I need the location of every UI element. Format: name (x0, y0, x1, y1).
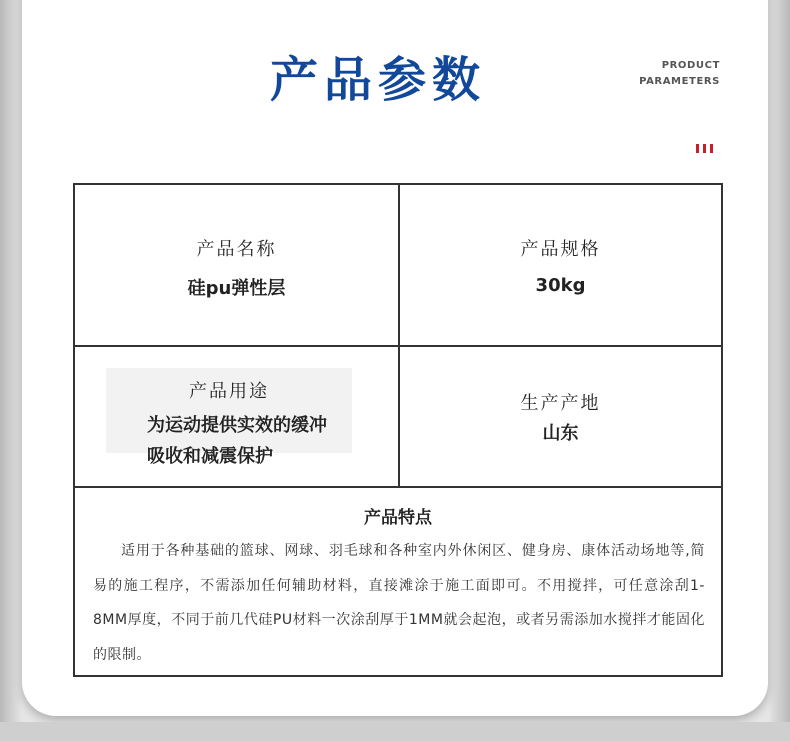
parameters-table (73, 183, 723, 677)
decorative-bars-icon (696, 138, 720, 148)
table-divider-horizontal-1 (75, 345, 721, 347)
product-use-value-line-1: 为运动提供实效的缓冲 (147, 415, 327, 436)
product-spec-label: 产品规格 (520, 239, 601, 260)
product-features-label: 产品特点 (364, 508, 432, 528)
bottom-bar (0, 722, 790, 741)
subtitle-line-1: PRODUCT (661, 60, 720, 71)
product-use-label: 产品用途 (189, 381, 269, 402)
product-name-label: 产品名称 (196, 239, 277, 260)
product-origin-label: 生产产地 (520, 393, 601, 414)
product-features-text: 适用于各种基础的篮球、网球、羽毛球和各种室内外休闲区、健身房、康体活动场地等,简易的施工程序，不需添加任何辅助材料，直接滩涂于施工面即可。不用搅拌，可任意涂刮1-8MM厚度，不同于前几代硅PU材料一次涂刮厚于1MM就会起泡，或者另需添加水搅拌才能固化的限制。 (93, 543, 705, 663)
product-name-value: 硅pu弹性层 (187, 278, 286, 299)
page-title: 产品参数 (270, 52, 487, 108)
product-spec-value: 30kg (535, 275, 586, 296)
product-use-value-line-2: 吸收和减震保护 (147, 446, 273, 467)
table-divider-horizontal-2 (75, 486, 721, 488)
subtitle-line-2: PARAMETERS (639, 76, 720, 87)
product-origin-value: 山东 (542, 423, 579, 444)
page-subtitle (600, 58, 720, 90)
